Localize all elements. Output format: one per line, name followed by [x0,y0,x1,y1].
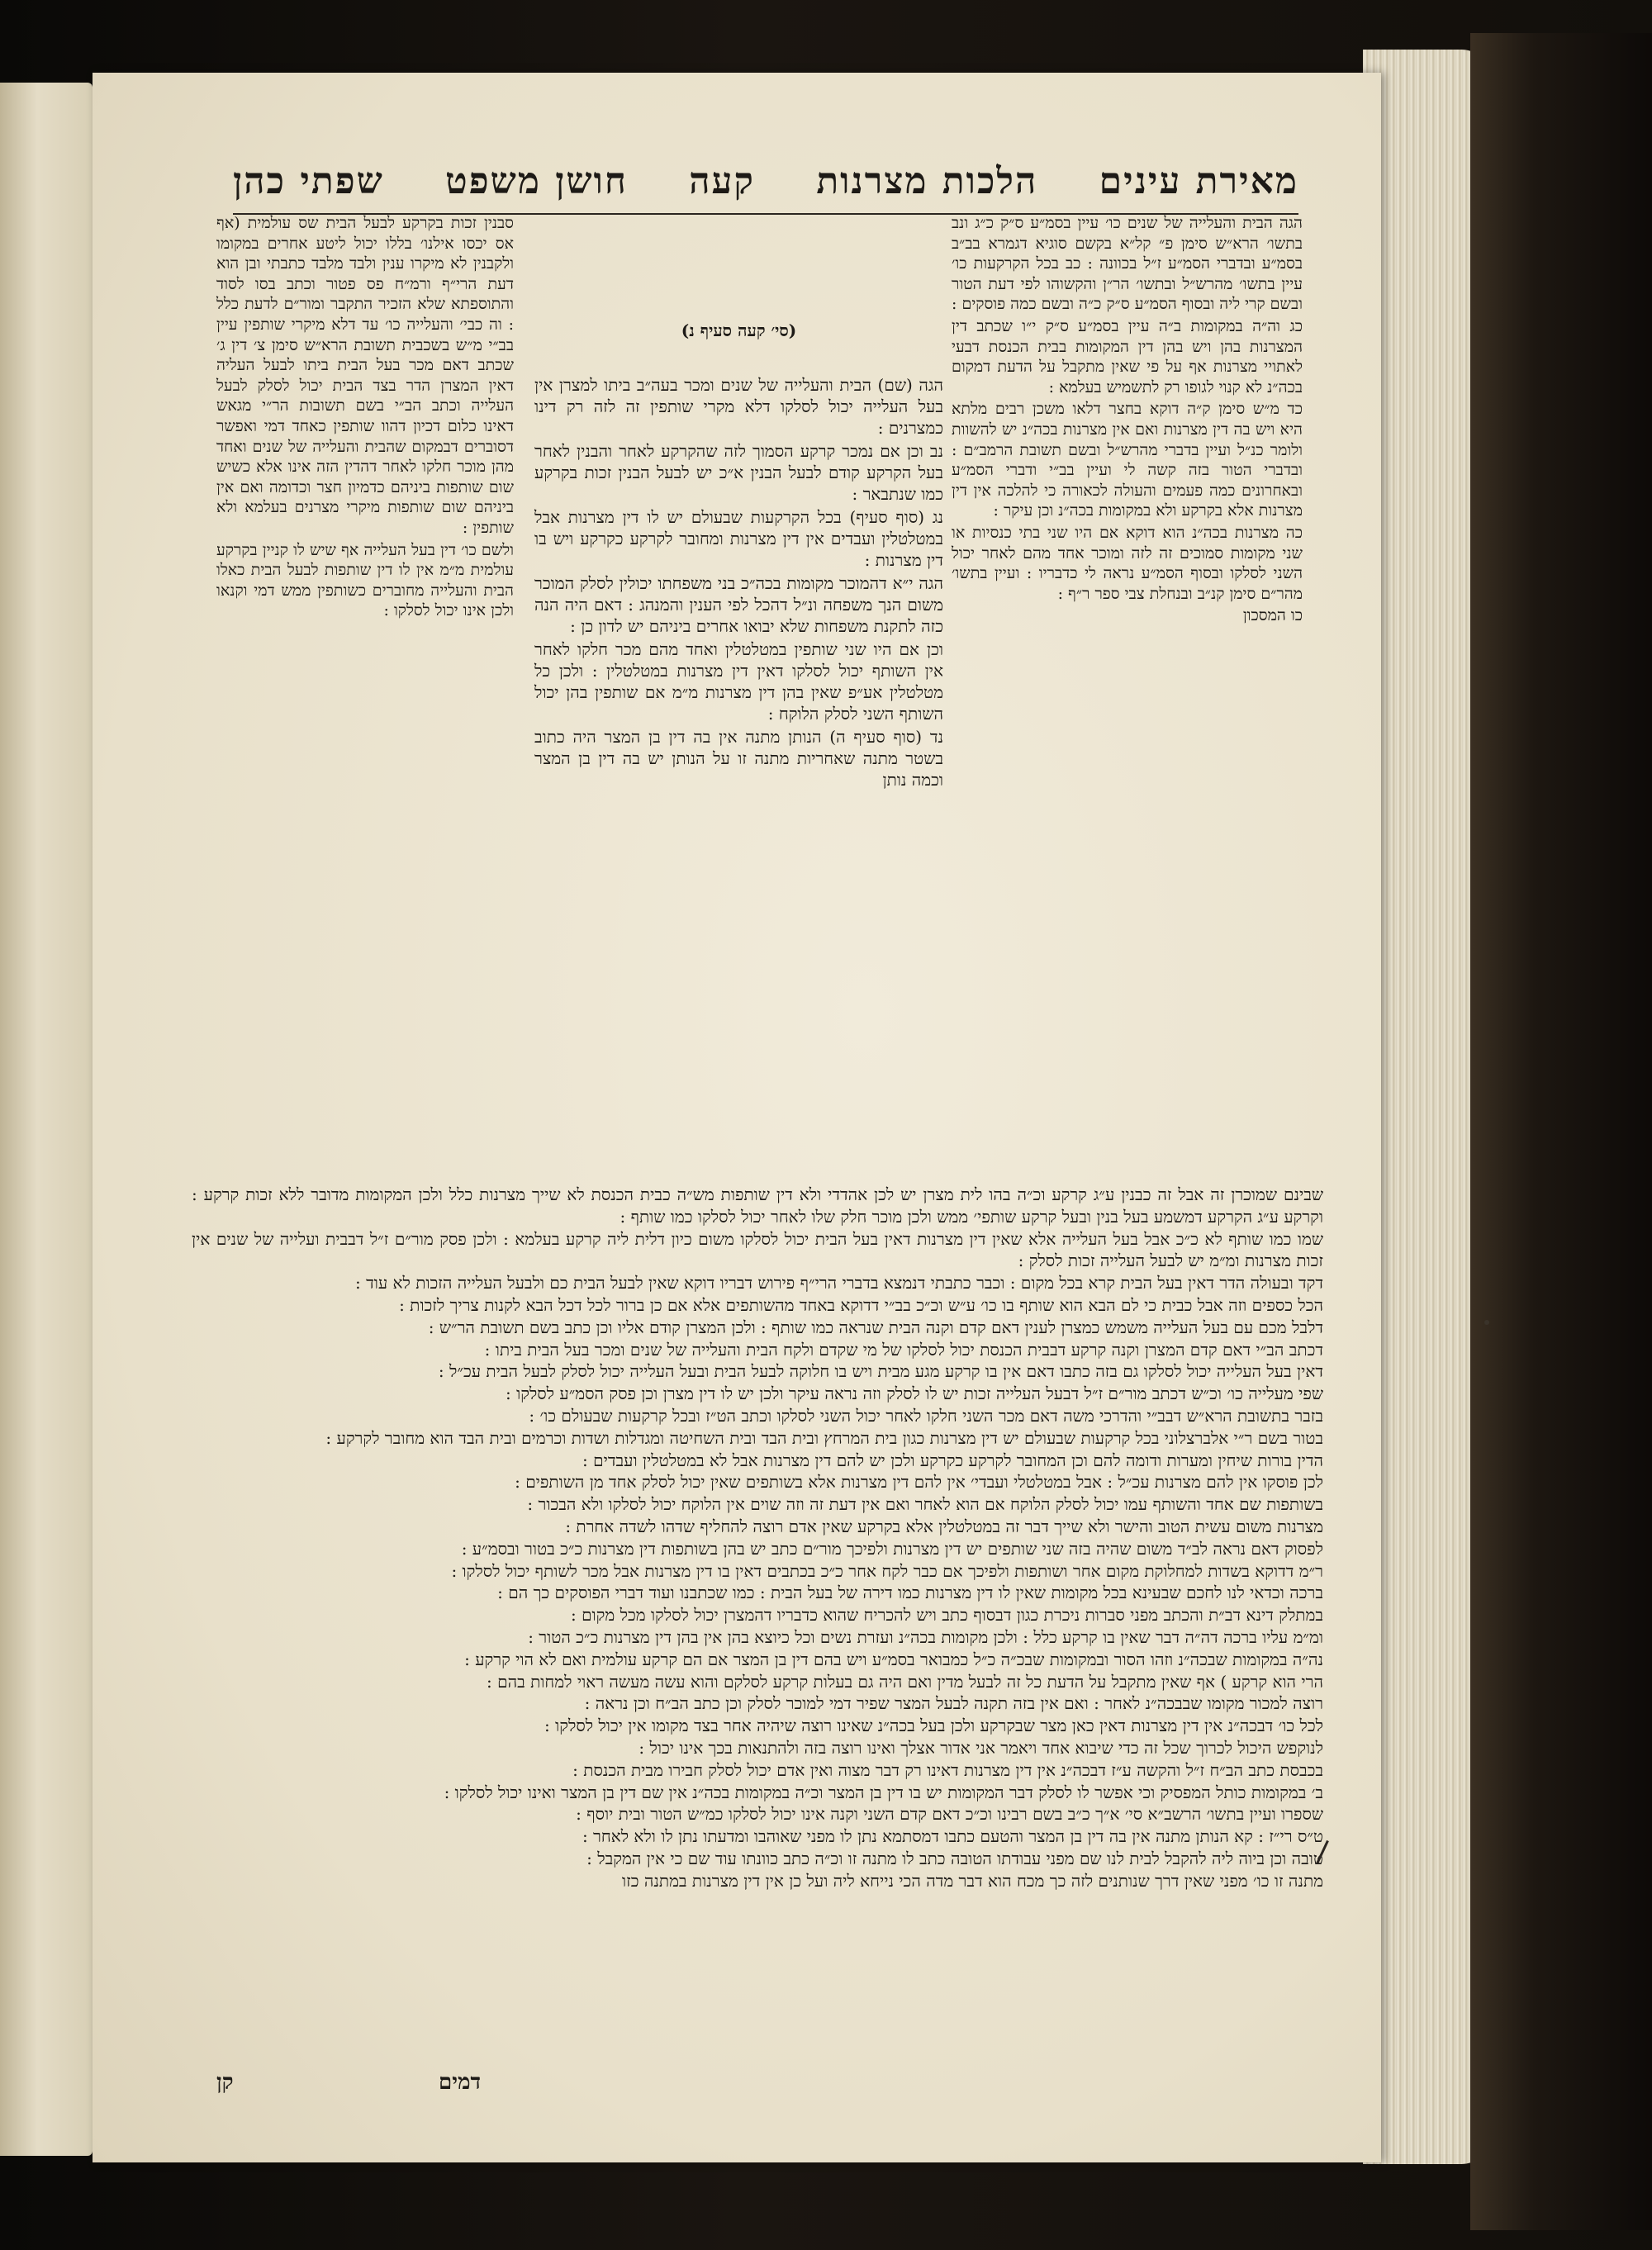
commentary-line: בכבסת כתב הב״ח ז״ל והקשה ע״ז דבכה״נ אין דין מצרנות דאינו רק דבר מצוה ואין אדם יכול לסלק חבירו מבית הכנסת : [572,1759,1323,1780]
commentary-line: דלבל מכם עם בעל העלייה משמש כמצרן לענין דאם קדם וקנה הבית שנראה כמו שותף : ולכן המצרן קודם אליו וכן כתב בשם תשובת הר״ש : [428,1317,1323,1337]
commentary-line: לכן פוסקו אין להם מצרנות עכ״ל : אבל במטלטלי ועבדי׳ אין להם דין מצרנות אלא בשותפים שאין יכול לסלק אחד מן השותפים : [515,1472,1323,1493]
running-header [233,152,1298,210]
commentary-line: שספרו ועיין בתשו׳ הרשב״א סי׳ א״ך כ״ב בשם רבינו וכ״כ דאם קדם השני וקנה אינו יכול לסלקו כמ״ש הטור ובית יוסף : [576,1804,1323,1825]
commentary-line: ר״מ דדוקא בשדות למחלוקת מקום אחר ושותפות ולפיכך אם כבר לקח אחר כ״כ בכתבים דאין בו דין מצרנות אבל מכר לשותף יכול לסלקו : [451,1560,1323,1581]
commentary-line: שמו כמו שותף לא כ״כ אבל בעל העלייה אלא שאין דין מצרנות דאין בעל הבית יכול לסלקו משום כיון דלית ליה קרקע בעלמא : ולכן פסק מור״ם ז״ל דבבית ועלייה של שנים אין זכות מצרנות ומ״מ יש לבעל העלייה זכות לסלק : [192,1228,1323,1271]
commentary-line: בזבר בתשובת הרא״ש דבב״י והדרכי משה דאם מכר השני חלקו לאחר יכול השני לסלקו וכתב הט״ז ובכל קרקעות שבעולם כו׳ : [529,1405,1323,1426]
header-commentary: מאירת עינים [1099,159,1298,202]
right-paragraph: הגה הבית והעלייה של שנים כו׳ עיין בסמ״ע ס״ק כ״ג ונב בתשו׳ הרא״ש סימן פ״ קל״א בקשם סוגיא דגמרא בב״ב בסמ״ע ובדברי הסמ״ע ז״ל בכוונה : כב בכל הקרקעות כו׳ עיין בתשו׳ מהרש״ל ובתשו׳ הר״ן והקשוהו לפי דעת הטור ובשם קרי ליה ובסוף הסמ״ע ס״ק כ״ה ובשם כמה פוסקים : [952,214,1303,314]
paper-spot [1484,1320,1489,1325]
main-paragraph: וכן אם היו שני שותפין במטלטלין ואחד מהם מכר חלקו לאחר אין השותף יכול לסלקו דאין דין מצרנות במטלטלין : ולכן כל מטלטלין אע״פ שאין בהן דין מצרנות מ״מ אם שותפין בהן יכול השותף השני לסלק הלוקח : [534,639,943,724]
commentary-line: ומ״מ עליו ברכה דה״ה דבר שאין בו קרקע כלל : ולכן מקומות בכה״נ ועזרת נשים וכל כיוצא בהן אין בהן דין מצרנות כ״כ הטור : [528,1626,1323,1647]
catchword-right: קן [216,2070,234,2095]
commentary-line: הכל כספים וזה אבל כבית כי לם הבא הוא שותף בו כו׳ ע״ש וכ״כ בב״י דדוקא באחד מהשותפים אלא אם כן ברור לכל דכל הבא לקנות צריך לזכות : [399,1294,1323,1315]
commentary-line: הרי הוא קרקע ) אף שאין מתקבל על הדעת כל זה לבעל מדין ואם היה גם בעלות קרקע לסלקם והוא עשה מעשה ראוי למחות בהם : [487,1671,1323,1692]
book-cover-edge [1470,33,1652,2230]
right-paragraph: כה מצרנות בכה״נ הוא דוקא אם היו שני בתי כנסיות או שני מקומות סמוכים זה לזה ומוכר אחד מהם לאחר יכול השני לסלקו ובסוף הסמ״ע נראה לי כדבריו : ועיין בתשו׳ מהר״ם סימן קנ״ב ובנחלת צבי ספר ר״ף : [952,523,1303,603]
right-paragraph: כו המסכון [1242,606,1303,625]
commentary-line: הדין בורות שיחין ומערות ודומה להם וכן המחובר לקרקע כקרקע ולכן יש להם דין מצרנות אבל לא במטלטלין ועבדים : [582,1450,1323,1470]
commentary-line: לנוקפש היכול לכרוך שכל זה כדי שיבוא אחד ויאמר אני אדור אצלך ואינו רוצה בזה ולהתנאות בכך אינו יכול : [638,1737,1323,1758]
commentary-line: בטור בשם ר״י אלברצלוני בכל קרקעות שבעולם יש דין מצרנות כגון בית המרחץ ובית הבד ובית השחיטה ומגדלות ושדות וכרמים ובית הבד הוא מחובר לקרקע : [325,1427,1323,1448]
left-paragraph: ולשם כו׳ דין בעל העלייה אף שיש לו קניין בקרקע עולמית מ״מ אין לו דין שותפות לבעל הבית כאלו הבית והעלייה מחוברים כשותפין ממש דמי וקנאו ולכן אינו יכול לסלקו : [216,540,514,620]
commentary-line: בשותפות שם אחד והשותף עמו יכול לסלק הלוקח אם הוא לאחר ואם אין דעת זה וזה שוים אין הלוקח יכול לסלקו ולא הבכור : [527,1494,1323,1515]
commentary-line: דכתב הב״י דאם קדם המצרן וקנה קרקע דבבית הכנסת יכול לסלקו של מי שקדם ולקח הבית והעלייה של שנים ומכר בעל הבית ביתו : [484,1339,1323,1360]
commentary-line: במתלק דינא דב״ת והכתב מפני סברות ניכרת כגון דבסוף כתב ויש להכריח שהוא כדבריו דהמצרן יכול לסלקו מכל מקום : [570,1605,1323,1626]
right-paragraph: כג וה״ה במקומות ב״ה עיין בסמ״ע ס״ק י״ו שכתב דין המצרנות בהן ויש בהן דין המקומות בבית הכנסת דבעי לאתויי מצרנות אף על פי שאין מתקבל על הדעת דמקום בכה״נ לא קנוי לגופו רק לתשמיש בעלמא : [952,316,1303,396]
right-paragraph: כד מ״ש סימן ק״ה דוקא בחצר דלאו משכן רבים מלתא היא ויש בה דין מצרנות ואם אין מצרנות בכה״נ יש להשוות ולומר כנ״ל ועיין בדברי מהרש״ל ובשם תשובת הרמב״ם : ובדברי הטור בזה קשה לי ועיין בב״י ודברי הסמ״ע ובאחרונים כמה פעמים והעולה לכאורה כי להלכה אין דין מצרנות אלא בקרקע ולא במקומות בכה״נ וכן עיקר : [952,400,1303,520]
header-folio: קעה [689,159,755,202]
commentary-line: לכל כו׳ דבכה״נ אין דין מצרנות דאין כאן מצר שבקרקע ולכן בעל בכה״נ שאינו רוצה שיהיה אחר בצד מקומו אין יכול לסלקו : [544,1716,1323,1736]
main-paragraph: הגה (שם) הבית והעלייה של שנים ומכר בעה״ב ביתו למצרן אין בעל העלייה יכול לסלקו דלא מקרי שותפין זה לזה רק דינו כמצרנים : [534,375,943,438]
catchword [216,2070,481,2103]
main-text-heading: (סי׳ קעה סעיף נ) [681,320,797,340]
left-page-edge [0,83,93,2156]
left-paragraph: סבנין זכות בקרקע לבעל הבית שס עולמית (אף אס יכסו אילנו׳ בללו יכול ליטע אחרים במקומו ולקבנין לא מיקרו ענין ולבד מלבד כתבתי ובן הוא דעת הרי״ף ורמ״ח פס פטור וכתב בסו לסוד והתוספתא שלא הזכיר התקבר ומור״ם לדעת כלל : וה כבי׳ והעלייה כו׳ עד דלא מיקרי שותפין עיין בב״י מ״ש בשכבית תשובת הרא״ש סימן צ׳ דין ג׳ שכתב דאם מכר בעל הבית ביתו לבעל העליה דאין המצרן הדר בצד הבית יכול לסלק לבעל העלייה וכתב הב״י בשם תשובות הר״י מגאש דאינו כלום דכיון דהוו שותפין כאחד דמי ואפשר דסוברים דבמקום שהבית והעלייה של שנים ואחד מהן מוכר חלקו לאחר דהדין הזה אינו אלא כשיש שום שותפות ביניהם כדמיון חצר וכדומה ואם אין ביניהם שום שותפות מיקרי מצרנים בעלמא ולא שותפין : [216,214,514,537]
header-title: שפתי כהן [233,159,384,202]
commentary-line: רוצה למכור מקומו שבבכה״נ לאחר : ואם אין בזה תקנה לבעל המצר שפיר דמי למוכר לסלק וכן כתב הב״ח וכן נראה : [584,1693,1323,1714]
main-text-column [534,374,943,1167]
commentary-line: דאין בעל העלייה יכול לסלקו גם בזה כתבו דאם אין בו קרקע מגע מבית ויש בו חלוקה לבעל הבית ובעל העלייה יכול לסלק לבעל הבית עכ״ל : [438,1361,1323,1382]
right-commentary-column [952,213,1303,1163]
catchword-left: דמים [439,2070,481,2095]
book-page [93,73,1381,2162]
lower-commentary-block [192,1184,1323,2067]
commentary-line: שפי מעלייה כו׳ וכ״ש דכתב מור״ם ז״ל דבעל העלייה זכות יש לו לסלק וזה נראה עיקר ולכן יש לו דין מצרן וכן פסק הסמ״ע לסלקו : [506,1384,1323,1404]
header-section: חושן משפט [445,159,628,202]
header-topic: הלכות מצרנות [816,159,1038,202]
left-commentary-column [216,213,514,1180]
commentary-line: ברכה וכדאי לנו לחכם שבעינא בכל מקומות שאין לו דין מצרנות כמו דירה של בעל הבית : כמו שכתבנו ועוד דברי הפוסקים כך הם : [497,1583,1323,1603]
commentary-line: נה״ה במקומות שבכה״נ וזהו הסור ובמקומות שבכ״ה כ״ל כמבואר בסמ״ע ויש בהם דין בן המצר אם הם קרקע עולמית ואם לא הוי קרקע : [464,1649,1323,1669]
commentary-line: לפסוק דאם נראה לב״ד משום שהיה בזה שני שותפים יש דין מצרנות ולפיכך מור״ם כתב יש בהן בשותפות דין מצרנות כ״כ בטור ובסמ״ע : [461,1538,1323,1559]
main-paragraph: נג (סוף סעיף) בכל הקרקעות שבעולם יש לו דין מצרנות אבל במטלטלין ועבדים אין דין מצרנות ומחובר לקרקע כקרקע ויש בו דין מצרנות : [534,507,943,570]
commentary-line: ב׳ במקומות כותל המפסיק וכי אפשר לו לסלק דבר המקומות יש בו דין בן המצר וכ״ה במקומות בכה״נ אין שם דין בן המצר ואינו יכול לסלקו : [444,1782,1323,1802]
commentary-line: דקד ובעולה הדר דאין בעל הבית קרא בכל מקום : וכבר כתבתי דנמצא בדברי הרי״ף פירוש דבריו דוקא שאין לבעל הבית כם ולבעל העלייה הזכות לא עוד : [354,1273,1323,1294]
commentary-line: מתנה זו כו׳ מפני שאין דרך שנותנים לזה כך מכח הוא דבר מדה הכי נייחא ליה ועל כן אין דין מצרנות במתנה כזו [622,1870,1323,1891]
commentary-line: ט״ס רי״ז : קא הנותן מתנה אין בה דין בן המצר והטעם כתבו דמסתמא נתן לו מפני שאוהבו ומדעתו נתן לו ולא לאחר : [582,1826,1323,1847]
main-paragraph: הגה י״א דהמוכר מקומות בכה״כ בני משפחתו יכולין לסלק המוכר משום הנך משפחה ונ״ל דהכל לפי הענין והמנהג : דאם היה הנה כזה לתקנת משפחות שלא יבואו אחרים ביניהם יש לדון כן : [534,573,943,636]
page-stack-edge [1363,50,1487,2164]
commentary-line: מצרנות משום עשית הטוב והישר ולא שייך דבר זה במטלטלין אלא בקרקע שאין אדם רוצה להחליף שדהו לשדה אחרת : [565,1516,1323,1536]
commentary-line: טובה וכן ביוה ליה להקבל לבית לנו שם מפני עבודתו הטובה כתב לו מתנה זו וכ״ה כתב כוונתו עוד שם כי אין המקבל : [586,1848,1323,1868]
commentary-line: שבינם שמוכרן זה אבל זה כבנין ע״ג קרקע וכ״ה בהו לית מצרן יש לכן אהדדי ולא דין שותפות מש״ה כבית הכנסת לא שייך מצרנות כלל ולכן המקומות מדובר ללא זכות קרקע : וקרקע ע״ג הקרקע דמשמע בעל בנין ובעל קרקע שותפי׳ ממש ולכן מוכר חלק שלו לאחר יכול לסלקו כמו שותף : [192,1184,1323,1227]
main-paragraph: נב וכן אם נמכר קרקע הסמוך לזה שהקרקע לאחר והבנין לאחר בעל הקרקע קודם לבעל הבנין א״כ יש לבעל הבנין זכות בקרקע כמו שנתבאר : [534,441,943,504]
main-paragraph: נד (סוף סעיף ה) הנותן מתנה אין בה דין בן המצר היה כתוב בשטר מתנה שאחריות מתנה זו על הנותן יש בה דין בן המצר וכמה נותן [534,727,943,790]
